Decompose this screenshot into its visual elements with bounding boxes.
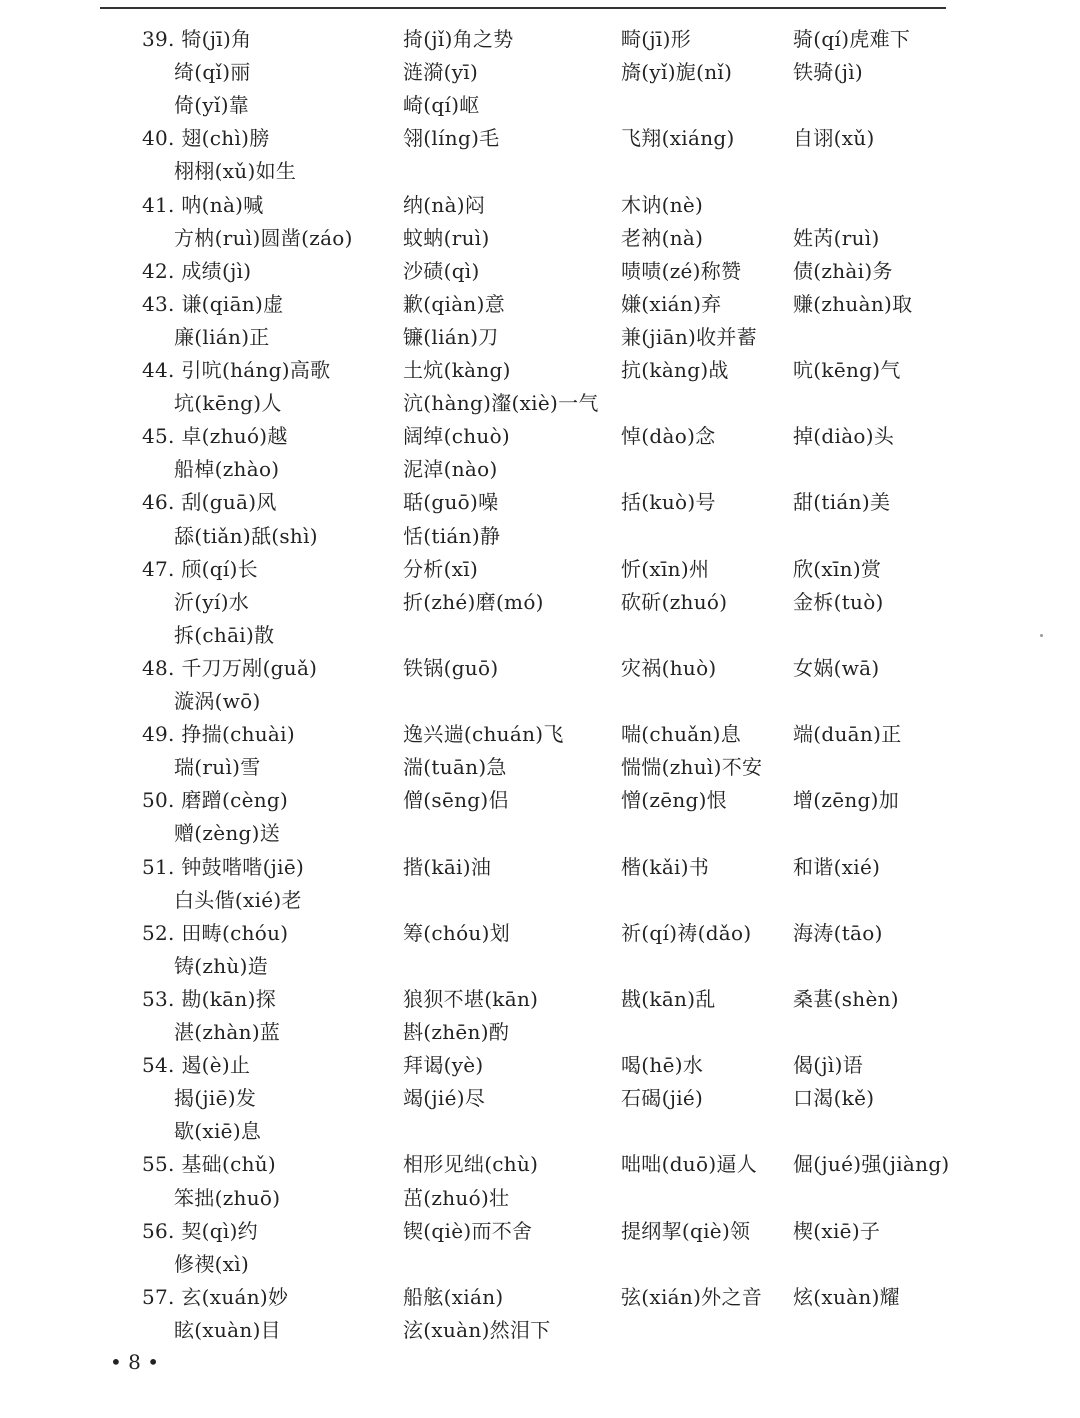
entry-word: 泥淖(nào) xyxy=(403,457,498,482)
entry-word: 泫(xuàn)然泪下 xyxy=(403,1317,551,1342)
entry-word: 楔(xiē)子 xyxy=(793,1218,881,1243)
entry-headword: 49. 挣揣(chuài) xyxy=(142,722,295,747)
entry-word: 恬(tián)静 xyxy=(403,523,501,548)
entry-headword: 眩(xuàn)目 xyxy=(174,1317,281,1342)
entry-headword: 45. 卓(zhuó)越 xyxy=(142,424,288,449)
entry-word: 狼狈不堪(kān) xyxy=(403,986,539,1011)
entry-line xyxy=(0,89,1080,122)
entry-word: 惴惴(zhuì)不安 xyxy=(621,755,763,780)
entry-word: 旖(yǐ)旎(nǐ) xyxy=(621,60,733,85)
entry-word: 兼(jiān)收并蓄 xyxy=(621,324,758,349)
entry-headword: 56. 契(qì)约 xyxy=(142,1218,258,1243)
entry-word: 祈(qí)祷(dǎo) xyxy=(621,920,752,945)
entry-word: 筹(chóu)划 xyxy=(403,920,511,945)
entry-word: 骑(qí)虎难下 xyxy=(793,27,911,51)
entry-headword: 46. 刮(guā)风 xyxy=(142,490,277,515)
entry-line xyxy=(0,222,1080,255)
entry-headword: 拆(chāi)散 xyxy=(174,622,275,647)
entry-word: 船舷(xián) xyxy=(403,1284,504,1309)
entry-line xyxy=(0,1082,1080,1115)
entry-headword: 绮(qǐ)丽 xyxy=(174,60,251,85)
entry-word: 炫(xuàn)耀 xyxy=(793,1284,900,1309)
entry-word: 湍(tuān)急 xyxy=(403,755,507,780)
top-rule xyxy=(100,7,946,9)
entry-headword: 51. 钟鼓喈喈(jiē) xyxy=(142,854,305,879)
entry-word: 咄咄(duō)逼人 xyxy=(621,1152,758,1177)
entry-headword: 43. 谦(qiān)虚 xyxy=(142,291,284,316)
entry-headword: 40. 翅(chì)膀 xyxy=(142,126,270,151)
entry-headword: 铸(zhù)造 xyxy=(174,953,269,978)
entry-line xyxy=(0,718,1080,751)
entry-word: 飞翔(xiáng) xyxy=(621,126,735,151)
entry-word: 女娲(wā) xyxy=(793,655,880,680)
entry-line xyxy=(0,255,1080,288)
entry-headword: 坑(kēng)人 xyxy=(174,391,282,416)
entry-word: 茁(zhuó)壮 xyxy=(403,1185,510,1210)
entry-line xyxy=(0,950,1080,983)
entry-headword: 湛(zhàn)蓝 xyxy=(174,1020,281,1044)
entry-headword: 39. 犄(jī)角 xyxy=(142,27,252,51)
entry-headword: 54. 遏(è)止 xyxy=(142,1053,251,1078)
entry-headword: 赠(zèng)送 xyxy=(174,821,281,846)
entry-line xyxy=(0,321,1080,354)
entry-word: 啧啧(zé)称赞 xyxy=(621,258,742,283)
entry-line xyxy=(0,784,1080,817)
scan-speck xyxy=(1040,634,1043,637)
entry-headword: 沂(yí)水 xyxy=(174,589,250,614)
entry-headword: 50. 磨蹭(cèng) xyxy=(142,788,289,813)
entry-word: 竭(jié)尽 xyxy=(403,1086,486,1111)
entry-line xyxy=(0,1281,1080,1314)
entry-word: 老衲(nà) xyxy=(621,225,704,250)
entry-word: 斟(zhēn)酌 xyxy=(403,1020,510,1044)
entry-line xyxy=(0,1016,1080,1049)
entry-line xyxy=(0,553,1080,586)
entry-line xyxy=(0,1115,1080,1148)
entry-line xyxy=(0,520,1080,553)
entry-headword: 栩栩(xǔ)如生 xyxy=(174,159,297,184)
entry-word: 掉(diào)头 xyxy=(793,424,895,449)
entry-line xyxy=(0,56,1080,89)
entry-line xyxy=(0,1248,1080,1281)
entry-word: 喝(hē)水 xyxy=(621,1053,704,1078)
entry-word: 灾祸(huò) xyxy=(621,655,717,680)
entry-line xyxy=(0,652,1080,685)
entry-headword: 笨拙(zhuō) xyxy=(174,1185,281,1210)
entry-line xyxy=(0,354,1080,387)
entry-word: 戡(kān)乱 xyxy=(621,986,716,1011)
entry-word: 石碣(jié) xyxy=(621,1086,704,1111)
entry-headword: 船棹(zhào) xyxy=(174,457,280,482)
entry-line xyxy=(0,983,1080,1016)
entry-word: 铁骑(jì) xyxy=(793,60,864,85)
entry-headword: 47. 颀(qí)长 xyxy=(142,556,258,581)
entry-headword: 53. 勘(kān)探 xyxy=(142,986,276,1011)
entry-line xyxy=(0,685,1080,718)
entry-word: 僧(sēng)侣 xyxy=(403,788,509,813)
entry-headword: 白头偕(xié)老 xyxy=(174,887,302,912)
entry-word: 折(zhé)磨(mó) xyxy=(403,589,544,614)
entry-word: 蚊蚋(ruì) xyxy=(403,225,490,250)
entry-word: 拜谒(yè) xyxy=(403,1053,484,1078)
entry-word: 抗(kàng)战 xyxy=(621,358,729,382)
entry-word: 和谐(xié) xyxy=(793,854,881,879)
entry-word: 桑葚(shèn) xyxy=(793,986,899,1011)
entry-headword: 44. 引吭(háng)高歌 xyxy=(142,358,331,382)
entry-word: 镰(lián)刀 xyxy=(403,324,499,349)
entry-word: 沆(hàng)瀣(xiè)一气 xyxy=(403,391,599,416)
entry-line xyxy=(0,1049,1080,1082)
entry-headword: 舔(tiǎn)舐(shì) xyxy=(174,523,318,548)
entry-word: 倔(jué)强(jiàng) xyxy=(793,1152,950,1177)
entry-word: 端(duān)正 xyxy=(793,722,902,747)
entry-word: 畸(jī)形 xyxy=(621,27,692,51)
entry-word: 翎(líng)毛 xyxy=(403,126,500,151)
entry-word: 揩(kāi)油 xyxy=(403,854,492,879)
entry-headword: 42. 成绩(jì) xyxy=(142,258,252,283)
entry-line xyxy=(0,851,1080,884)
entry-line xyxy=(0,387,1080,420)
entry-word: 分析(xī) xyxy=(403,556,479,581)
entry-headword: 瑞(ruì)雪 xyxy=(174,755,261,780)
entry-word: 崎(qí)岖 xyxy=(403,93,480,118)
entry-word: 口渴(kě) xyxy=(793,1086,875,1111)
entry-word: 嫌(xián)弃 xyxy=(621,291,722,316)
entry-word: 聒(guō)噪 xyxy=(403,490,499,515)
entry-word: 自诩(xǔ) xyxy=(793,126,875,151)
entry-word: 沙碛(qì) xyxy=(403,258,480,283)
entry-word: 锲(qiè)而不舍 xyxy=(403,1218,533,1243)
entry-word: 纳(nà)闷 xyxy=(403,192,486,217)
entry-line xyxy=(0,486,1080,519)
entry-headword: 揭(jiē)发 xyxy=(174,1086,257,1111)
entry-headword: 52. 田畴(chóu) xyxy=(142,920,289,945)
entry-headword: 漩涡(wō) xyxy=(174,689,261,713)
entry-word: 海涛(tāo) xyxy=(793,920,883,945)
entry-line xyxy=(0,817,1080,850)
entry-line xyxy=(0,917,1080,950)
entry-line xyxy=(0,1148,1080,1181)
entry-line xyxy=(0,1215,1080,1248)
entry-line xyxy=(0,884,1080,917)
entry-word: 楷(kǎi)书 xyxy=(621,854,710,879)
entry-line xyxy=(0,288,1080,321)
entry-line xyxy=(0,1182,1080,1215)
entry-line xyxy=(0,23,1080,56)
entry-word: 赚(zhuàn)取 xyxy=(793,291,913,316)
entry-line xyxy=(0,122,1080,155)
entry-line xyxy=(0,586,1080,619)
entry-word: 土炕(kàng) xyxy=(403,358,511,382)
entry-word: 忻(xīn)州 xyxy=(621,556,710,581)
entry-word: 歉(qiàn)意 xyxy=(403,291,506,316)
entry-word: 吭(kēng)气 xyxy=(793,358,901,382)
entry-word: 偈(jì)语 xyxy=(793,1053,864,1078)
entry-word: 弦(xián)外之音 xyxy=(621,1284,763,1309)
page-number: • 8 • xyxy=(110,1350,160,1374)
entry-headword: 方枘(ruì)圆凿(záo) xyxy=(174,225,353,250)
entry-line xyxy=(0,453,1080,486)
entry-word: 砍斫(zhuó) xyxy=(621,589,728,614)
entry-headword: 修禊(xì) xyxy=(174,1251,250,1276)
entry-word: 悼(dào)念 xyxy=(621,424,716,449)
entry-headword: 57. 玄(xuán)妙 xyxy=(142,1284,289,1309)
entry-line xyxy=(0,155,1080,188)
entry-word: 木讷(nè) xyxy=(621,192,704,217)
entry-word: 憎(zēng)恨 xyxy=(621,788,728,813)
entry-word: 逸兴遄(chuán)飞 xyxy=(403,722,564,747)
entry-headword: 55. 基础(chǔ) xyxy=(142,1152,277,1177)
entry-word: 相形见绌(chù) xyxy=(403,1152,539,1177)
entry-line xyxy=(0,619,1080,652)
entry-word: 债(zhài)务 xyxy=(793,258,893,283)
entry-line xyxy=(0,1314,1080,1347)
entry-line xyxy=(0,420,1080,453)
entry-word: 欣(xīn)赏 xyxy=(793,556,882,581)
entry-word: 提纲挈(qiè)领 xyxy=(621,1218,751,1243)
entry-word: 增(zēng)加 xyxy=(793,788,900,813)
entry-word: 喘(chuǎn)息 xyxy=(621,722,742,747)
entry-headword: 歇(xiē)息 xyxy=(174,1119,262,1144)
entry-word: 金柝(tuò) xyxy=(793,589,884,614)
entry-headword: 48. 千刀万剐(guǎ) xyxy=(142,655,318,680)
entry-word: 阔绰(chuò) xyxy=(403,424,511,449)
entry-headword: 廉(lián)正 xyxy=(174,324,270,349)
entry-word: 姓芮(ruì) xyxy=(793,225,880,250)
entry-word: 铁锅(guō) xyxy=(403,655,499,680)
entry-word: 甜(tián)美 xyxy=(793,490,891,515)
entry-headword: 41. 呐(nà)喊 xyxy=(142,192,264,217)
entry-word: 涟漪(yī) xyxy=(403,60,479,85)
entry-line xyxy=(0,751,1080,784)
entry-line xyxy=(0,189,1080,222)
entry-word: 括(kuò)号 xyxy=(621,490,716,515)
entry-word: 掎(jǐ)角之势 xyxy=(403,27,514,51)
entry-headword: 倚(yǐ)靠 xyxy=(174,93,250,118)
